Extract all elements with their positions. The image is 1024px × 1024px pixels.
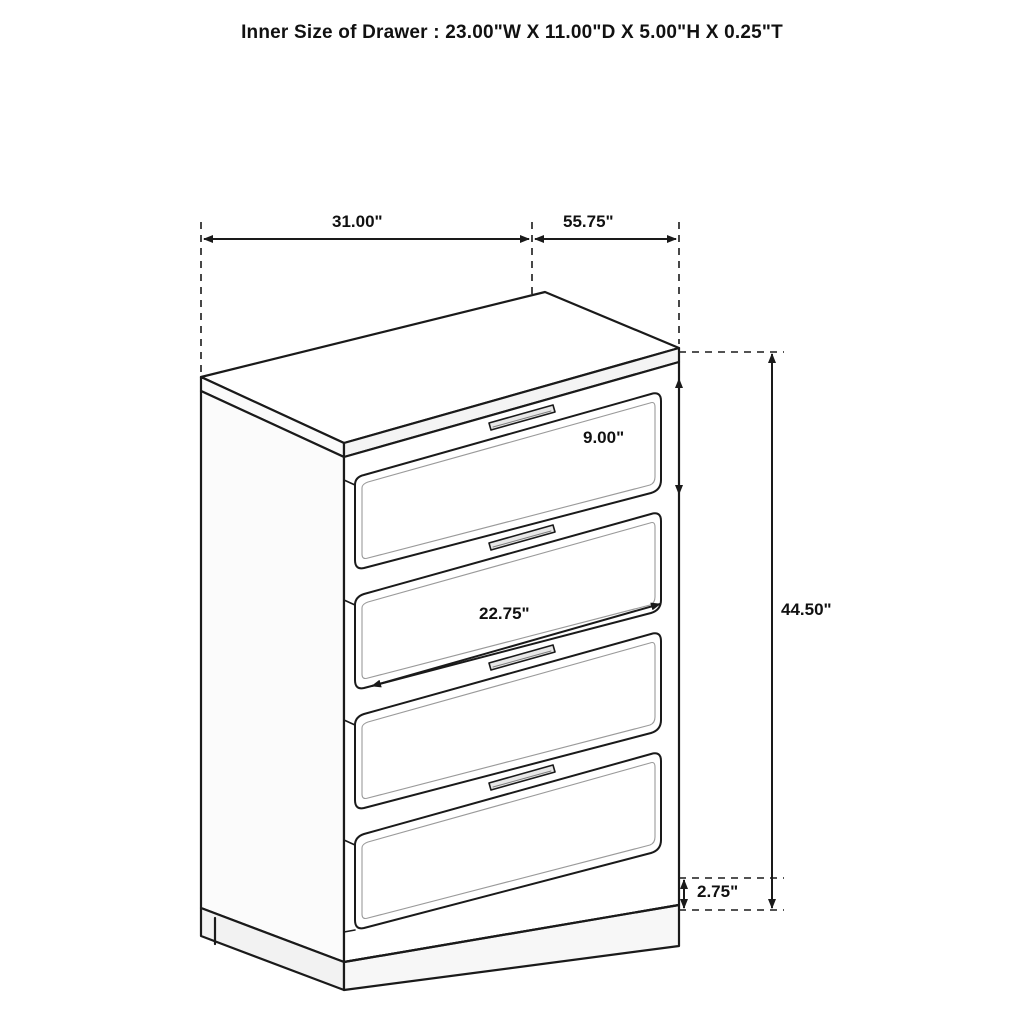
drawer-stack <box>344 393 661 932</box>
dimension-label-width-top: 55.75" <box>563 212 614 231</box>
dimension-label-base-height: 2.75" <box>697 882 739 901</box>
dimension-label-drawer-height: 9.00" <box>583 428 625 447</box>
chest-left-side <box>201 391 344 962</box>
dimension-label-depth-top: 31.00" <box>332 212 383 231</box>
dimension-label-drawer-width: 22.75" <box>479 604 530 623</box>
dimension-label-overall-height: 44.50" <box>781 600 832 619</box>
page-title: Inner Size of Drawer : 23.00"W X 11.00"D X 5.00"H X 0.25"T <box>241 22 783 43</box>
